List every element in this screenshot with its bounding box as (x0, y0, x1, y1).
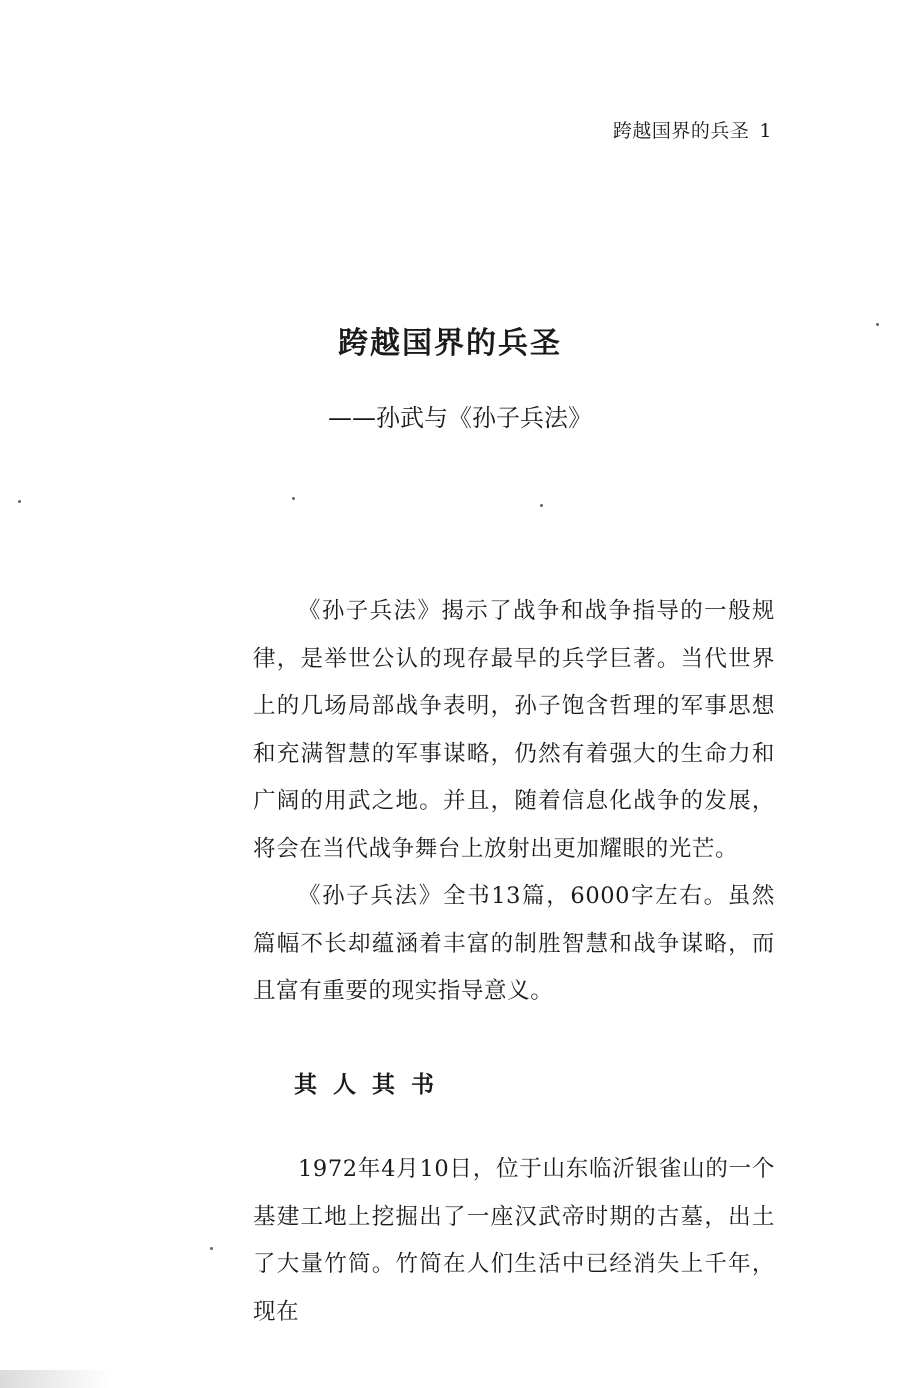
page-number: 1 (759, 120, 772, 142)
scan-speck (540, 504, 543, 507)
scan-speck (210, 1247, 213, 1250)
running-title: 跨越国界的兵圣 (612, 120, 750, 142)
scan-speck (876, 323, 879, 326)
running-header (613, 116, 772, 143)
intro-text (253, 588, 775, 1016)
scan-edge-shadow (0, 1370, 110, 1388)
section-heading: 其人其书 (294, 1072, 450, 1098)
paragraph: 《孙子兵法》全书13篇，6000字左右。虽然篇幅不长却蕴涵着丰富的制胜智慧和战争谋略，而且富有重要的现实指导意义。 (253, 883, 775, 1004)
paragraph: 《孙子兵法》揭示了战争和战争指导的一般规律，是举世公认的现存最早的兵学巨著。当代世界上的几场局部战争表明，孙子饱含哲理的军事思想和充满智慧的军事谋略，仍然有着强大的生命力和广阔的用武之地。并且，随着信息化战争的发展，将会在当代战争舞台上放射出更加耀眼的光芒。 (253, 598, 775, 862)
scan-speck (18, 500, 21, 503)
section-text (253, 1146, 775, 1336)
chapter-subtitle: ——孙武与《孙子兵法》 (328, 404, 592, 432)
paragraph: 1972年4月10日，位于山东临沂银雀山的一个基建工地上挖掘出了一座汉武帝时期的古墓，出土了大量竹简。竹简在人们生活中已经消失上千年，现在 (253, 1156, 775, 1325)
scan-speck (292, 497, 295, 500)
chapter-title: 跨越国界的兵圣 (338, 326, 562, 361)
